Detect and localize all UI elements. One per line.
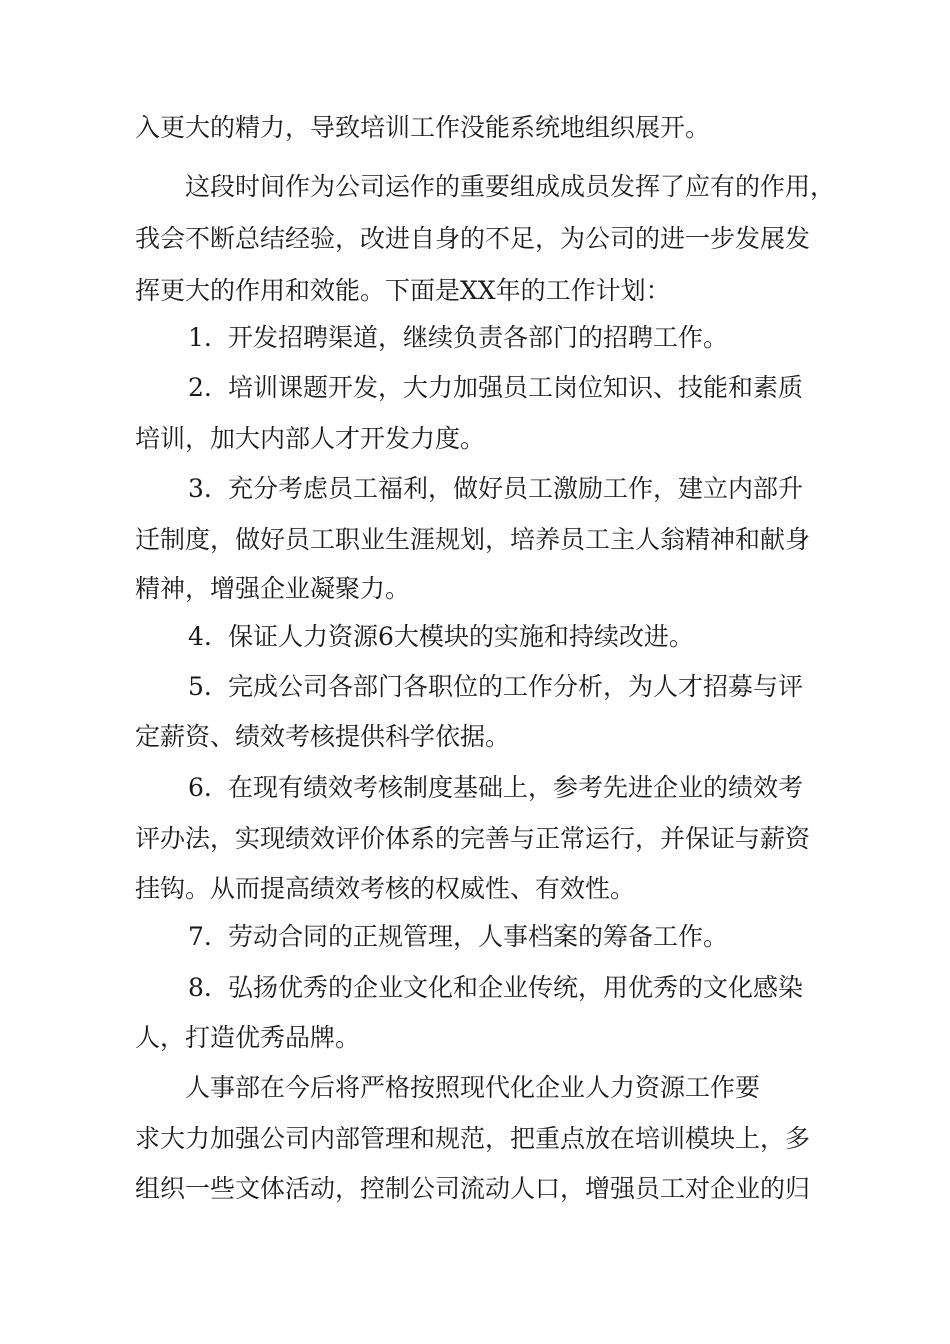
list-item: [0, 469, 950, 509]
paragraph-line: [0, 717, 950, 757]
text-line: 组织一些文体活动，控制公司流动人口，增强员工对企业的归: [135, 1174, 811, 1203]
paragraph-line: [0, 1018, 950, 1058]
list-item-text: 培训课题开发，大力加强员工岗位知识、技能和素质: [228, 373, 804, 402]
list-item-text: 完成公司各部门各职位的工作分析，为人才招募与评: [228, 672, 804, 701]
list-item: [0, 917, 950, 957]
paragraph-line: [0, 520, 950, 560]
paragraph-line: [0, 869, 950, 909]
list-item-text: 在现有绩效考核制度基础上，参考先进企业的绩效考: [228, 773, 804, 802]
text-line: 精神，增强企业凝聚力。: [135, 574, 411, 603]
text-line: 培训，加大内部人才开发力度。: [135, 424, 486, 453]
list-item-text: 弘扬优秀的企业文化和企业传统，用优秀的文化感染: [228, 973, 804, 1002]
list-item-number: 6.: [188, 773, 212, 802]
paragraph-line: [0, 1119, 950, 1159]
text-line: 评办法，实现绩效评价体系的完善与正常运行，并保证与薪资: [135, 824, 811, 853]
list-item-number: 8.: [188, 973, 212, 1002]
list-item: [0, 968, 950, 1008]
paragraph-line: [0, 1169, 950, 1209]
list-item-number: 5.: [188, 672, 212, 701]
list-item-number: 4.: [188, 622, 212, 651]
paragraph-line: [0, 271, 950, 311]
list-item: [0, 768, 950, 808]
paragraph-line: [0, 819, 950, 859]
list-item-text: 保证人力资源6大模块的实施和持续改进。: [228, 622, 694, 651]
list-item-number: 1.: [188, 323, 212, 352]
list-item: [0, 667, 950, 707]
paragraph-line: [0, 1068, 950, 1108]
list-item-text: 充分考虑员工福利，做好员工激励工作，建立内部升: [228, 474, 804, 503]
list-item-number: 7.: [188, 922, 212, 951]
text-line: 入更大的精力，导致培训工作没能系统地组织展开。: [135, 113, 711, 142]
list-item: [0, 368, 950, 408]
paragraph-line: [0, 219, 950, 259]
list-item-number: 2.: [188, 373, 212, 402]
paragraph-line: [0, 108, 950, 148]
text-line: 迁制度，做好员工职业生涯规划，培养员工主人翁精神和献身: [135, 525, 811, 554]
paragraph-line: [0, 569, 950, 609]
text-line: 我会不断总结经验，改进自身的不足，为公司的进一步发展发: [135, 224, 811, 253]
list-item-number: 3.: [188, 474, 212, 503]
list-item-text: 开发招聘渠道，继续负责各部门的招聘工作。: [228, 323, 729, 352]
text-line: 人，打造优秀品牌。: [135, 1023, 361, 1052]
text-line: 挂钩。从而提高绩效考核的权威性、有效性。: [135, 874, 636, 903]
text-line: 求大力加强公司内部管理和规范，把重点放在培训模块上，多: [135, 1124, 811, 1153]
text-line: 这段时间作为公司运作的重要组成成员发挥了应有的作用，: [185, 172, 836, 201]
paragraph-line: [0, 419, 950, 459]
list-item: [0, 617, 950, 657]
text-line: 人事部在今后将严格按照现代化企业人力资源工作要: [185, 1073, 761, 1102]
text-line: 定薪资、绩效考核提供科学依据。: [135, 722, 511, 751]
text-line: 挥更大的作用和效能。下面是XX年的工作计划：: [135, 276, 671, 305]
list-item-text: 劳动合同的正规管理，人事档案的筹备工作。: [228, 922, 729, 951]
paragraph-line: [0, 167, 950, 207]
list-item: [0, 318, 950, 358]
